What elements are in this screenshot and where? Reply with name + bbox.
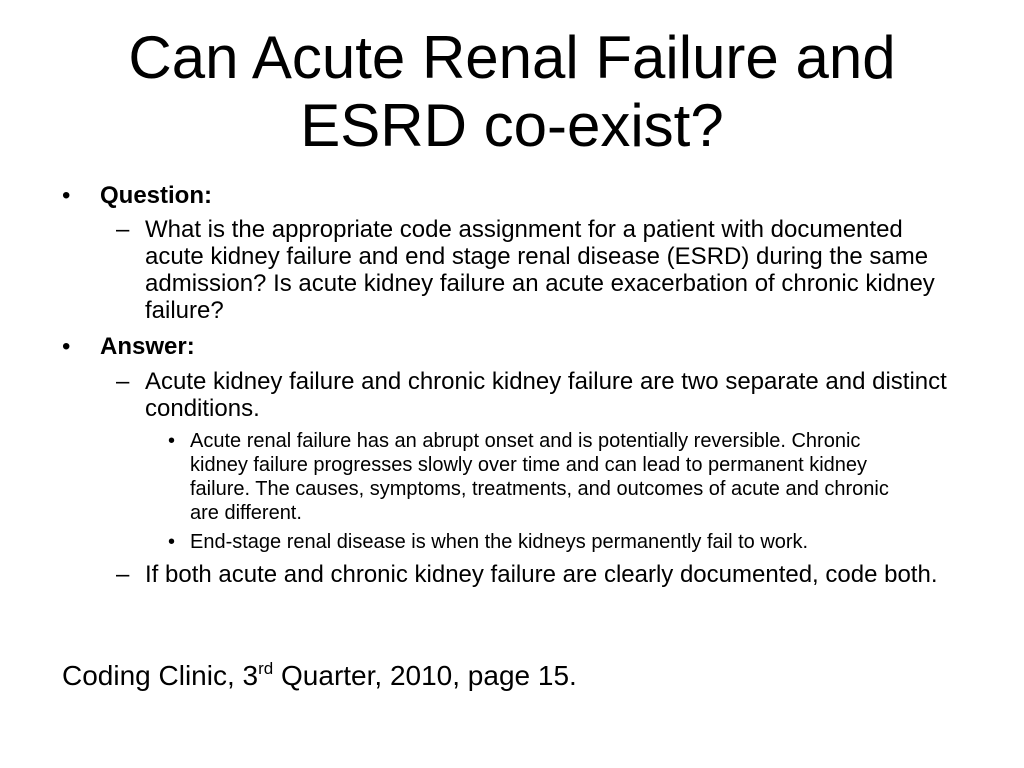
answer-point-1: [116, 368, 955, 422]
answer-point-2-text: If both acute and chronic kidney failure are clearly documented, code both.: [145, 561, 938, 588]
bullet-icon: •: [62, 333, 71, 360]
answer-point-2: [116, 561, 960, 588]
small-bullet-icon: •: [168, 430, 176, 452]
citation: [62, 659, 577, 693]
answer-sub-2-text: End-stage renal disease is when the kidneys permanently fail to work.: [190, 531, 809, 553]
answer-bullet: [62, 333, 962, 361]
dash-icon: –: [116, 216, 130, 243]
answer-sub-bullet-1: [168, 429, 920, 525]
slide-title: [0, 24, 1024, 160]
answer-point-1-text: Acute kidney failure and chronic kidney failure are two separate and distinct conditions.: [145, 368, 947, 422]
dash-icon: –: [116, 561, 130, 588]
answer-heading: Answer:: [100, 333, 195, 360]
slide-title-line-1: Can Acute Renal Failure and: [128, 24, 896, 91]
slide-body: [62, 182, 962, 588]
question-bullet: [62, 182, 962, 210]
question-text: What is the appropriate code assignment for a patient with documented acute kidney failure and end stage renal disease (ESRD) during the same admission? Is acute kidney failure an acute exacerbation of chronic kidney failure?: [145, 216, 935, 324]
dash-icon: –: [116, 368, 130, 395]
small-bullet-icon: •: [168, 531, 176, 553]
question-heading: Question:: [100, 182, 212, 209]
question-text-item: [116, 216, 945, 324]
citation-superscript: rd: [258, 659, 274, 678]
citation-part-1: Coding Clinic, 3: [62, 660, 259, 691]
citation-part-2: Quarter, 2010, page 15.: [273, 660, 577, 691]
answer-sub-bullet-2: [168, 530, 960, 554]
bullet-icon: •: [62, 182, 71, 209]
slide-title-line-2: ESRD co-exist?: [300, 92, 724, 159]
answer-sub-1-text: Acute renal failure has an abrupt onset and is potentially reversible. Chronic kidney failure progresses slowly over time and can lead to permanent kidney failure. The causes, symptoms, treatments, and outcomes of acute and chronic are different.: [190, 430, 889, 524]
